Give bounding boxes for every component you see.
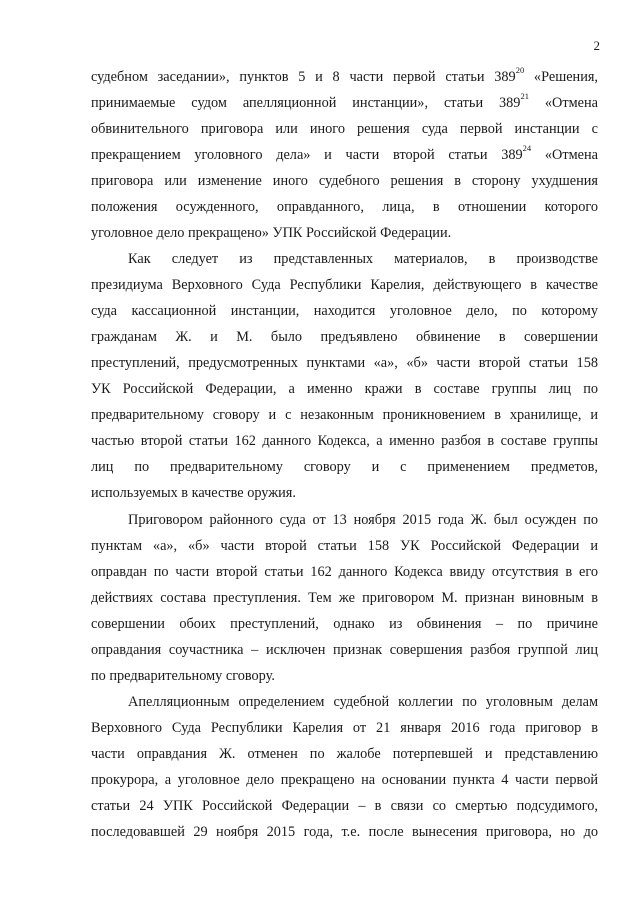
text-run: пунктам «а», «б» части второй статьи 158 УК Российской Федерации и	[91, 538, 598, 554]
text-run: частью второй статьи 162 данного Кодекса, а именно разбоя в составе группы	[91, 433, 598, 449]
text-run: по предварительному сговору.	[91, 668, 275, 684]
text-run: предварительному сговору и с незаконным проникновением в хранилище, и	[91, 407, 598, 423]
text-line	[91, 120, 598, 138]
text-run: используемых в качестве оружия.	[91, 485, 296, 501]
text-run: прокурора, а уголовное дело прекращено на основании пункта 4 части первой	[91, 772, 598, 788]
text-run: суда кассационной инстанции, находится уголовное дело, по которому	[91, 303, 598, 319]
text-line	[91, 143, 598, 164]
text-line	[91, 823, 598, 841]
text-run: оправдания соучастника – исключен признак совершения разбоя группой лиц	[91, 642, 598, 658]
text-run: совершении обоих преступлений, однако из обвинения – по причине	[91, 616, 598, 632]
text-line	[91, 224, 598, 242]
text-run: «Отмена	[528, 95, 598, 111]
superscript: 20	[515, 65, 525, 76]
text-line	[91, 537, 598, 555]
text-line	[91, 172, 598, 190]
text-line	[91, 406, 598, 424]
text-line	[91, 641, 598, 659]
text-run: прекращением уголовного дела» и части второй статьи 389	[91, 147, 523, 163]
text-line	[91, 484, 598, 502]
text-run: обвинительного приговора или иного решения суда первой инстанции с	[91, 121, 598, 137]
text-run: уголовное дело прекращено» УПК Российской Федерации.	[91, 225, 452, 241]
text-line	[91, 458, 598, 476]
text-run: последовавшей 29 ноября 2015 года, т.е. после вынесения приговора, но до	[91, 824, 598, 840]
text-line	[128, 511, 598, 529]
text-run: Верховного Суда Республики Карелия от 21 января 2016 года приговор в	[91, 720, 598, 736]
text-line	[128, 250, 598, 268]
superscript: 21	[520, 91, 529, 102]
text-line	[91, 745, 598, 763]
text-run: Как следует из представленных материалов, в производстве	[128, 251, 598, 267]
text-line	[91, 563, 598, 581]
text-run: действиях состава преступления. Тем же приговором М. признан виновным в	[91, 590, 598, 606]
page-number: 2	[593, 38, 600, 53]
text-line	[91, 432, 598, 450]
text-line	[91, 719, 598, 737]
text-run: судебном заседании», пунктов 5 и 8 части первой статьи 389	[91, 69, 516, 85]
text-run: УК Российской Федерации, а именно кражи в составе группы лиц по	[91, 381, 598, 397]
text-run: оправдан по части второй статьи 162 данного Кодекса ввиду отсутствия в его	[91, 564, 598, 580]
text-run: приговора или изменение иного судебного решения в сторону ухудшения	[91, 173, 598, 189]
text-run: принимаемые судом апелляционной инстанции», статьи 389	[91, 95, 521, 111]
text-run: части оправдания Ж. отменен по жалобе потерпевшей и представлению	[91, 746, 598, 762]
text-run: Апелляционным определением судебной коллегии по уголовным делам	[128, 694, 598, 710]
text-run: положения осужденного, оправданного, лица, в отношении которого	[91, 199, 598, 215]
text-line	[91, 328, 598, 346]
text-line	[91, 771, 598, 789]
text-run: президиума Верховного Суда Республики Карелия, действующего в качестве	[91, 277, 598, 293]
text-line	[91, 65, 599, 86]
text-line	[128, 693, 598, 711]
text-line	[91, 276, 598, 294]
text-line	[91, 667, 598, 685]
text-line	[91, 91, 598, 112]
text-line	[91, 797, 598, 815]
text-run: «Решения,	[524, 69, 599, 85]
text-line	[91, 615, 598, 633]
text-line	[91, 589, 598, 607]
text-run: «Отмена	[531, 147, 598, 163]
text-run: статьи 24 УПК Российской Федерации – в связи со смертью подсудимого,	[91, 798, 598, 814]
text-run: гражданам Ж. и М. было предъявлено обвинение в совершении	[91, 329, 598, 345]
superscript: 24	[522, 143, 532, 154]
text-line	[91, 302, 598, 320]
text-run: преступлений, предусмотренных пунктами «а», «б» части второй статьи 158	[91, 355, 598, 371]
text-line	[91, 380, 598, 398]
text-run: лиц по предварительному сговору и с применением предметов,	[91, 459, 598, 475]
text-line	[91, 354, 598, 372]
text-run: Приговором районного суда от 13 ноября 2015 года Ж. был осужден по	[128, 512, 598, 528]
text-line	[91, 198, 598, 216]
